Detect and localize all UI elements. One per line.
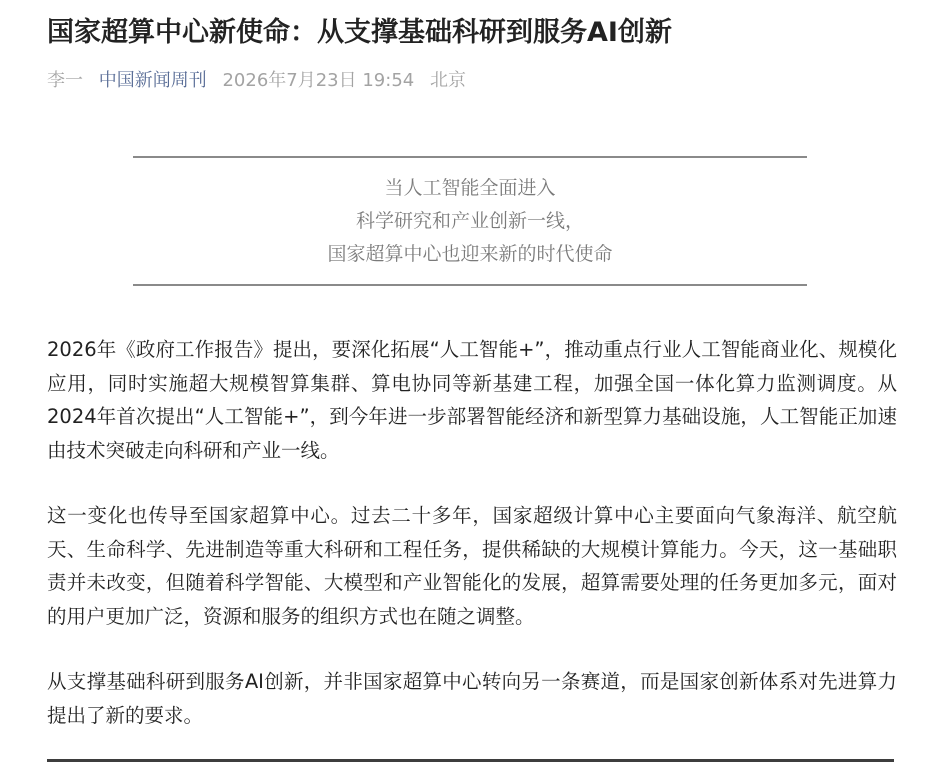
quote-line: 国家超算中心也迎来新的时代使命 bbox=[327, 243, 613, 265]
publish-datetime: 2026年7月23日 19:54 bbox=[222, 70, 415, 91]
quote-line: 科学研究和产业创新一线， bbox=[355, 210, 584, 232]
article-meta bbox=[47, 68, 476, 94]
body-paragraph: 2026年《政府工作报告》提出，要深化拓展“人工智能+”，推动重点行业人工智能商业化、规模化应用，同时实施超大规模智算集群、算电协同等新基建工程，加强全国一体化算力监测调度。从2024年首次提出“人工智能+”，到今年进一步部署智能经济和新型算力基础设施，人工智能正加速由技术突破走向科研和产业一线。 bbox=[47, 338, 897, 462]
quote-line: 当人工智能全面进入 bbox=[384, 177, 556, 199]
article-body bbox=[47, 333, 897, 764]
article-title: 国家超算中心新使命：从支撑基础科研到服务AI创新 bbox=[47, 17, 672, 48]
publish-location: 北京 bbox=[429, 70, 466, 91]
body-paragraph: 这一变化也传导至国家超算中心。过去二十多年，国家超级计算中心主要面向气象海洋、航空航天、生命科学、先进制造等重大科研和工程任务，提供稀缺的大规模计算能力。今天，这一基础职责并未改变，但随着科学智能、大模型和产业智能化的发展，超算需要处理的任务更加多元，面对的用户更加广泛，资源和服务的组织方式也在随之调整。 bbox=[47, 504, 897, 628]
body-paragraph: 从支撑基础科研到服务AI创新，并非国家超算中心转向另一条赛道，而是国家创新体系对先进算力提出了新的要求。 bbox=[47, 670, 897, 727]
section-divider bbox=[47, 759, 894, 762]
lead-quote bbox=[133, 156, 807, 286]
source-account-link[interactable]: 中国新闻周刊 bbox=[98, 70, 207, 91]
author-name: 李一 bbox=[47, 70, 83, 91]
